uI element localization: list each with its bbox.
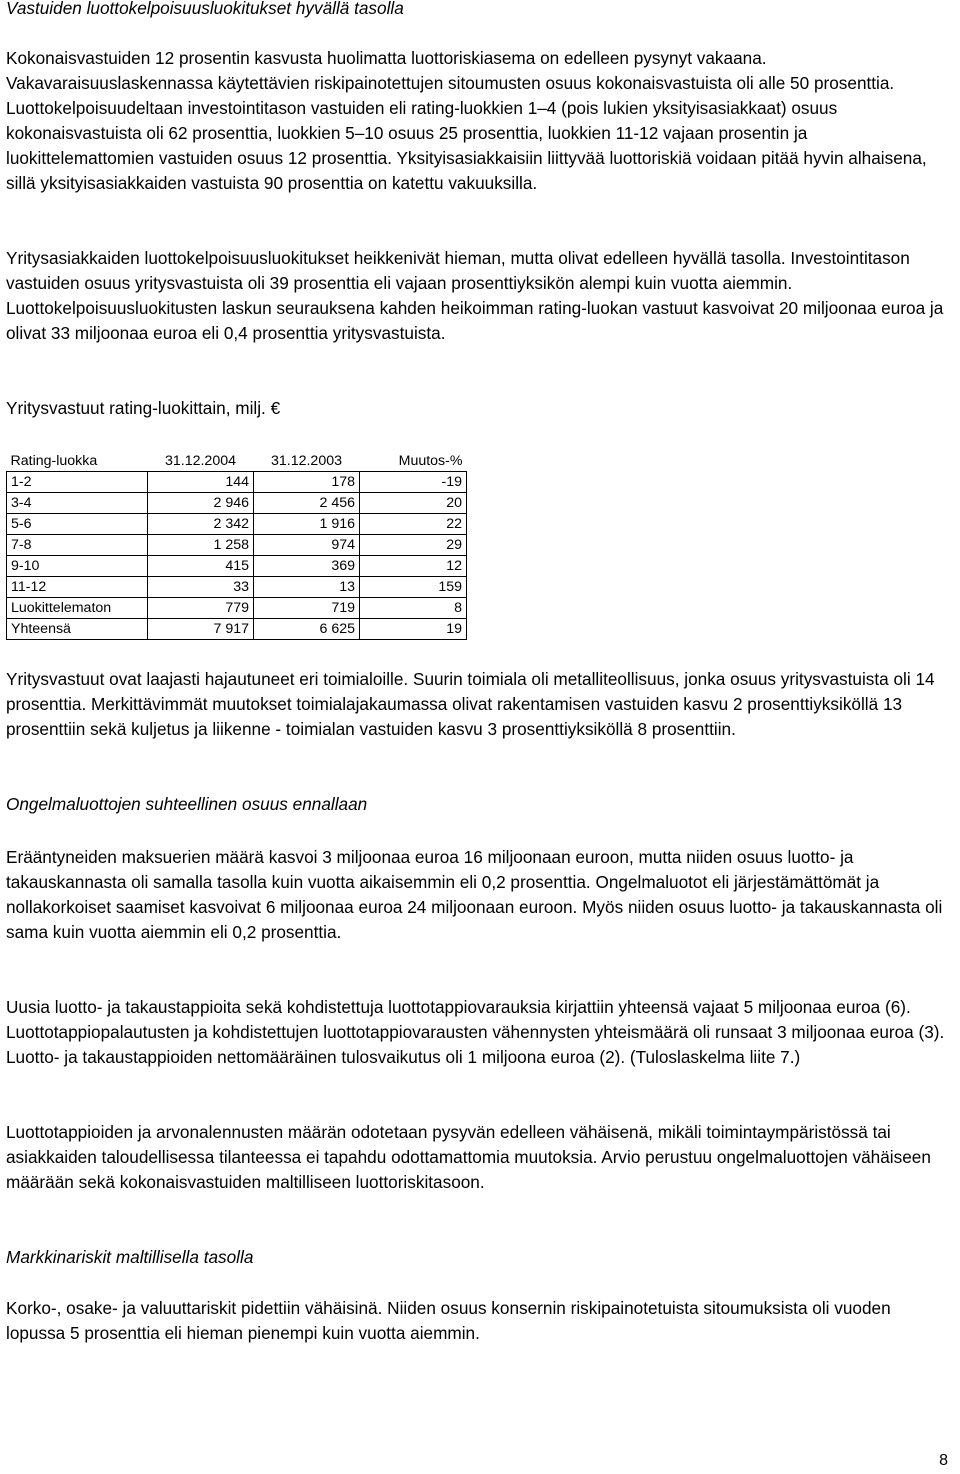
table-cell: 7-8 xyxy=(7,535,148,556)
table-cell: 22 xyxy=(360,514,467,535)
table-row xyxy=(7,514,467,535)
table-cell: 8 xyxy=(360,598,467,619)
section-heading-problem-loans: Ongelmaluottojen suhteellinen osuus ennallaan xyxy=(6,794,368,814)
table-cell: Yhteensä xyxy=(7,619,148,640)
table-cell: 11-12 xyxy=(7,577,148,598)
table-cell: 13 xyxy=(254,577,360,598)
section-heading-market-risks: Markkinariskit maltillisella tasolla xyxy=(6,1247,254,1267)
table-row xyxy=(7,577,467,598)
table-title: Yritysvastuut rating-luokittain, milj. € xyxy=(6,398,281,418)
table-row-total xyxy=(7,619,467,640)
column-header: 31.12.2004 xyxy=(148,451,254,472)
table-cell: 178 xyxy=(254,472,360,493)
table-cell: 19 xyxy=(360,619,467,640)
table-cell: 144 xyxy=(148,472,254,493)
table-cell: 33 xyxy=(148,577,254,598)
table-cell: Luokittelematon xyxy=(7,598,148,619)
column-header: Muutos-% xyxy=(360,451,467,472)
table-cell: 159 xyxy=(360,577,467,598)
table-cell: 415 xyxy=(148,556,254,577)
table-cell: -19 xyxy=(360,472,467,493)
table-row xyxy=(7,598,467,619)
table-cell: 1-2 xyxy=(7,472,148,493)
paragraph-total-exposures: Kokonaisvastuiden 12 prosentin kasvusta huolimatta luottoriskiasema on edelleen pysynyt vakaana. Vakavaraisuuslaskennassa käytettävien riskipainotettujen sitoumusten osuus kokonaisvastuista oli alle 50 prosenttia. Luottokelpoisuudeltaan investointitason vastuiden eli rating-luokkien 1‒4 (pois lukien yksityisasiakkaat) osuus kokonaisvastuista oli 62 prosenttia, luokkien 5‒10 osuus 25 prosenttia, luokkien 11-12 vajaan prosentin ja luokittelemattomien vastuiden osuus 12 prosenttia. Yksityisasiakkaisiin liittyvää luottoriskiä voidaan pitää hyvin alhaisena, sillä yksityisasiakkaiden vastuista 90 prosenttia on katettu vakuuksilla. xyxy=(6,48,927,193)
table-cell: 5-6 xyxy=(7,514,148,535)
table-cell: 7 917 xyxy=(148,619,254,640)
rating-class-table xyxy=(6,451,467,640)
table-cell: 29 xyxy=(360,535,467,556)
table-cell: 2 946 xyxy=(148,493,254,514)
table-cell: 2 456 xyxy=(254,493,360,514)
table-row xyxy=(7,556,467,577)
table-cell: 369 xyxy=(254,556,360,577)
table-cell: 1 258 xyxy=(148,535,254,556)
column-header: 31.12.2003 xyxy=(254,451,360,472)
paragraph-industry-distribution: Yritysvastuut ovat laajasti hajautuneet eri toimialoille. Suurin toimiala oli metalliteollisuus, jonka osuus yritysvastuista oli 14 prosenttia. Merkittävimmät muutokset toimialajakaumassa olivat rakentamisen vastuiden kasvu 2 prosenttiyksiköllä 13 prosenttiin sekä kuljetus ja liikenne - toimialan vastuiden kasvu 3 prosenttiyksiköllä 8 prosenttiin. xyxy=(6,669,935,739)
table-cell: 20 xyxy=(360,493,467,514)
table-row xyxy=(7,472,467,493)
column-header: Rating-luokka xyxy=(7,451,148,472)
paragraph-overdue-payments: Erääntyneiden maksuerien määrä kasvoi 3 miljoonaa euroa 16 miljoonaan euroon, mutta niiden osuus luotto- ja takauskannasta oli samalla tasolla kuin vuotta aikaisemmin eli 0,2 prosenttia. Ongelmaluotot eli järjestämättömät ja nollakorkoiset saamiset kasvoivat 6 miljoonaa euroa 24 miljoonaan euroon. Myös niiden osuus luotto- ja takauskannasta oli sama kuin vuotta aiemmin eli 0,2 prosenttia. xyxy=(6,847,943,942)
table-cell: 3-4 xyxy=(7,493,148,514)
table-cell: 1 916 xyxy=(254,514,360,535)
table-row xyxy=(7,535,467,556)
table-header-row xyxy=(7,451,467,472)
paragraph-loan-losses: Uusia luotto- ja takaustappioita sekä kohdistettuja luottotappiovarauksia kirjattiin yhteensä vajaat 5 miljoonaa euroa (6). Luottotappiopalautusten ja kohdistettujen luottotappiovarausten vähennysten yhteismäärä oli runsaat 3 miljoonaa euroa (3). Luotto- ja takaustappioiden nettomääräinen tulosvaikutus oli 1 miljoona euroa (2). (Tuloslaskelma liite 7.) xyxy=(6,997,945,1067)
table-row xyxy=(7,493,467,514)
table-cell: 974 xyxy=(254,535,360,556)
paragraph-market-risks: Korko-, osake- ja valuuttariskit pidettiin vähäisinä. Niiden osuus konsernin riskipainotetuista sitoumuksista oli vuoden lopussa 5 prosenttia eli hieman pienempi kuin vuotta aiemmin. xyxy=(6,1298,891,1343)
table-cell: 6 625 xyxy=(254,619,360,640)
paragraph-corporate-ratings: Yritysasiakkaiden luottokelpoisuusluokitukset heikkenivät hieman, mutta olivat edelleen hyvällä tasolla. Investointitason vastuiden osuus yritysvastuista oli 39 prosenttia eli vajaan prosenttiyksikön alempi kuin vuotta aiemmin. Luottokelpoisuusluokitusten laskun seurauksena kahden heikoimman rating-luokan vastuut kasvoivat 20 miljoonaa euroa ja olivat 33 miljoonaa euroa eli 0,4 prosenttia yritysvastuista. xyxy=(6,248,944,343)
page-number: 8 xyxy=(939,1452,948,1469)
table-cell: 9-10 xyxy=(7,556,148,577)
table-cell: 12 xyxy=(360,556,467,577)
paragraph-loss-outlook: Luottotappioiden ja arvonalennusten määrän odotetaan pysyvän edelleen vähäisenä, mikäli toimintaympäristössä tai asiakkaiden taloudellisessa tilanteessa ei tapahdu odottamattomia muutoksia. Arvio perustuu ongelmaluottojen vähäiseen määrään sekä kokonaisvastuiden maltilliseen luottoriskitasoon. xyxy=(6,1122,931,1192)
table-cell: 719 xyxy=(254,598,360,619)
section-heading-credit-ratings: Vastuiden luottokelpoisuusluokitukset hyvällä tasolla xyxy=(6,0,404,18)
table-cell: 2 342 xyxy=(148,514,254,535)
table-cell: 779 xyxy=(148,598,254,619)
